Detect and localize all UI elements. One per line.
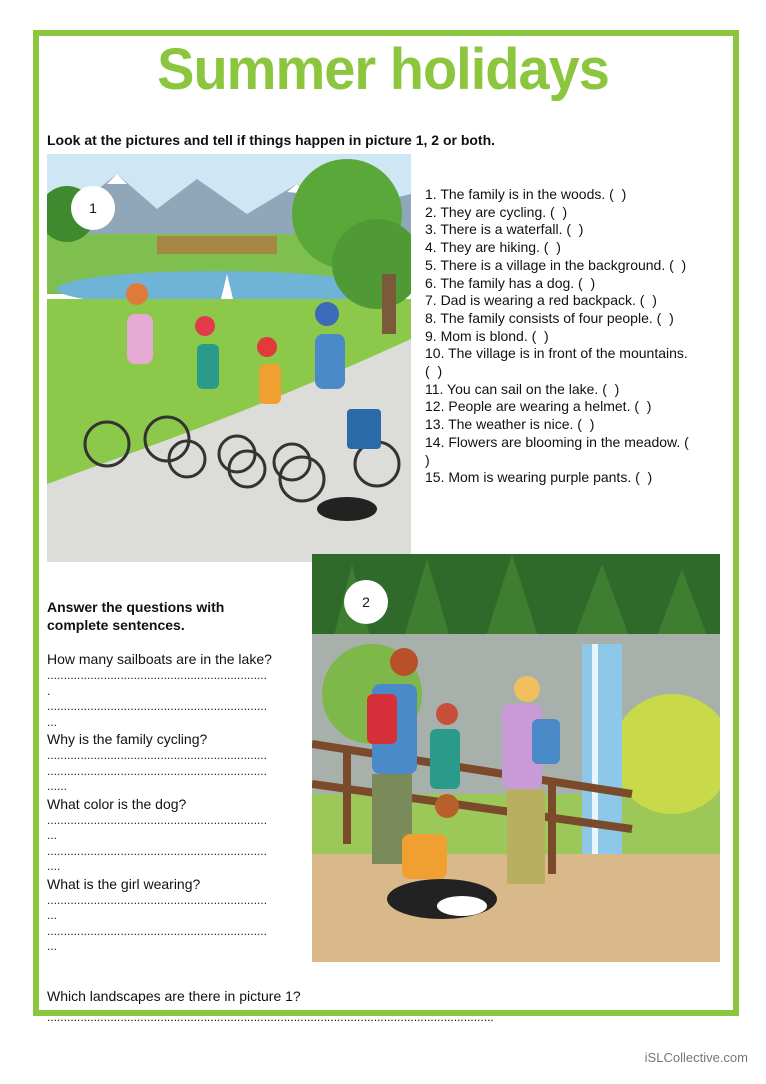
answer-line[interactable]: ...: [47, 828, 58, 842]
question-text: What is the girl wearing?: [47, 875, 201, 892]
answer-line[interactable]: .: [47, 683, 51, 698]
statement-item: 9. Mom is blond. ( ): [425, 327, 549, 344]
question-text: How many sailboats are in the lake?: [47, 651, 272, 667]
statement-item: 7. Dad is wearing a red backpack. ( ): [425, 292, 657, 309]
answer-line[interactable]: ...: [47, 714, 58, 729]
answer-line[interactable]: ..................................................................: [47, 812, 268, 827]
answer-line[interactable]: ...: [47, 939, 58, 953]
answer-line[interactable]: ..................................................................: [47, 748, 268, 762]
statement-item: 6. The family has a dog. ( ): [425, 274, 596, 291]
answer-line[interactable]: ..................................................................: [47, 923, 268, 938]
answer-line[interactable]: ..................................................................: [47, 843, 268, 858]
picture-1-cycling: [47, 154, 411, 562]
picture-1-badge: 1: [71, 186, 115, 230]
statement-item: 10. The village is in front of the mountains. ( ): [425, 345, 688, 380]
statement-item: 2. They are cycling. ( ): [425, 203, 568, 220]
statement-item: 1. The family is in the woods. ( ): [425, 186, 627, 202]
question-block: [47, 730, 297, 795]
final-answer-line[interactable]: ......................................................................................................................................: [47, 1010, 494, 1024]
picture-2-hiking: [312, 554, 720, 962]
answer-line[interactable]: ....: [47, 859, 61, 873]
answer-line[interactable]: ..................................................................: [47, 668, 268, 682]
answer-line[interactable]: ...: [47, 908, 58, 922]
question-block: [47, 650, 297, 730]
statement-item: 15. Mom is wearing purple pants. ( ): [425, 469, 653, 486]
question-block: [47, 875, 297, 955]
question-text: Why is the family cycling?: [47, 731, 208, 747]
picture-2-badge: 2: [344, 580, 388, 624]
statement-item: 3. There is a waterfall. ( ): [425, 221, 584, 238]
instruction-text: Look at the pictures and tell if things happen in picture 1, 2 or both.: [47, 132, 496, 148]
answer-line[interactable]: ......: [47, 779, 68, 793]
site-watermark: iSLCollective.com: [644, 1050, 748, 1065]
answer-heading: Answer the questions with complete sentences.: [47, 599, 225, 633]
statement-item: 11. You can sail on the lake. ( ): [425, 380, 620, 397]
answer-line[interactable]: ..................................................................: [47, 699, 268, 713]
statement-item: 8. The family consists of four people. ( ): [425, 309, 674, 326]
question-text: What color is the dog?: [47, 795, 187, 812]
statement-item: 12. People are wearing a helmet. ( ): [425, 398, 652, 415]
statement-item: 5. There is a village in the background. ( ): [425, 256, 687, 273]
final-question: Which landscapes are there in picture 1?: [47, 988, 301, 1004]
statement-item: 4. They are hiking. ( ): [425, 239, 561, 256]
question-block: [47, 795, 297, 875]
statement-item: 13. The weather is nice. ( ): [425, 416, 595, 433]
worksheet-title: Summer holidays: [157, 35, 609, 102]
answer-line[interactable]: ..................................................................: [47, 892, 268, 907]
statement-list: [425, 186, 725, 487]
question-list: [47, 650, 297, 955]
statement-item: 14. Flowers are blooming in the meadow. ( ): [425, 433, 689, 468]
answer-line[interactable]: ..................................................................: [47, 763, 268, 778]
